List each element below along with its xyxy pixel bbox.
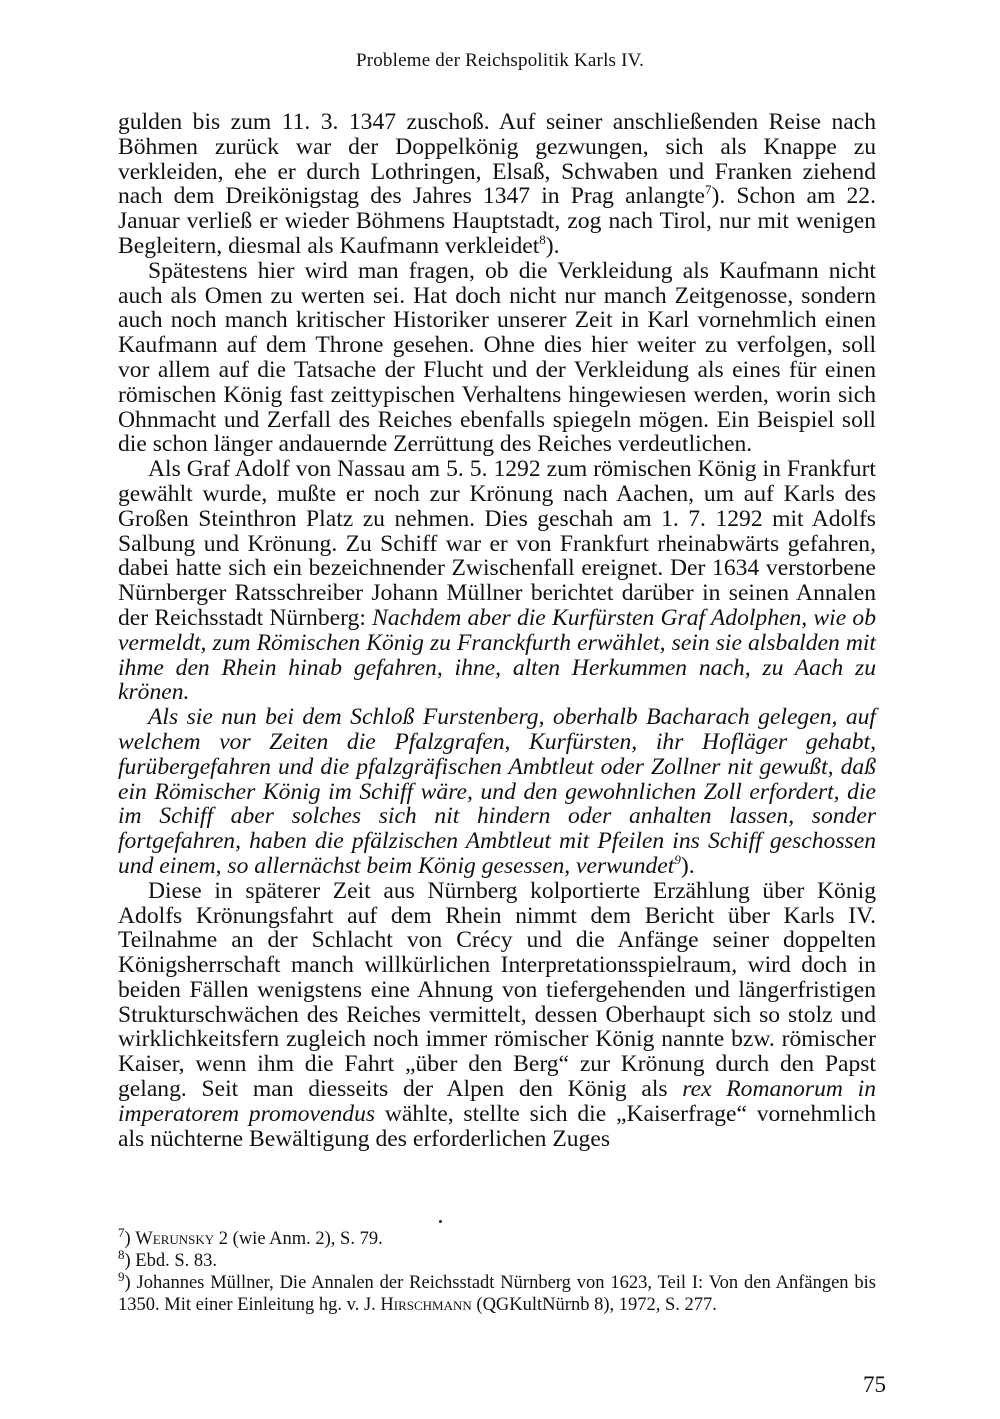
footnote-ref-8[interactable]: 8 [539,232,546,248]
footnote-ref-7[interactable]: 7 [705,182,712,198]
quotation-2 [118,705,876,879]
paragraph-1-text-b: ). Schon am 22. Januar verließ er wieder Böhmens Hauptstadt, zog nach Tirol, nur mit wenigen Begleitern, diesmal als Kaufmann verkleidet [118,183,876,259]
quotation-1: Nachdem aber die Kurfürsten Graf Adolphen, wie ob vermeldt, zum Römischen König zu Franckfurth erwählet, sein sie alsbalden mit ihme den Rhein hinab gefahren, ihne, alten Herkummen nach, zu Aach zu krönen. [118,604,876,706]
paragraph-1-text-c: ). [545,232,560,259]
quotation-2-end: ). [680,852,695,879]
footnote-7: $^7$) Werunsky 2 (wie Anm. 2), S. 79. [118,1224,383,1249]
footnotes [118,1224,876,1316]
footnote-9-author: Hirschmann [380,1295,472,1315]
paragraph-5 [118,879,876,1152]
paragraph-3-text: Als Graf Adolf von Nassau am 5. 5. 1292 zum römischen König in Frankfurt gewählt wurde, mußte er noch zur Krönung nach Aachen, um auf Karls des Großen Steinthron Platz zu nehmen. Dies geschah am 1. 7. 1292 mit Adolfs Salbung und Krönung. Zu Schiff war er von Frankfurt rheinabwärts gefahren, dabei hatte sich ein bezeichnender Zwischenfall ereignet. Der 1634 verstorbene Nürnberger Ratsschreiber Johann Müllner berichtet darüber in seinen Annalen der Reichsstadt Nürnberg: [118,456,876,631]
footnote-9-text-b: (QGKultNürnb 8), 1972, S. 277. [471,1295,717,1315]
quotation-2-text: Als sie nun bei dem Schloß Furstenberg, oberhalb Bacharach gelegen, auf welchem vor Zeiten die Pfalzgrafen, Kurfürsten, ihr Hofläger gehabt, furübergefahren und die pfalzgräfischen Ambtleut oder Zollner nit gewußt, daß ein Römischer König im Schiff wäre, und den gewohnlichen Zoll erfordert, die im Schiff aber solches sich nit hindern oder anhalten lassen, sonder fortgefahren, haben die pfälzischen Ambtleut mit Pfeilen ins Schiff geschossen und einem, so allernächst beim König gesessen, verwundet [118,704,876,879]
footnote-8-text: Ebd. S. 83. [130,1251,218,1271]
footnote-9: $^9$) Johannes Müllner, Die Annalen der Reichsstadt Nürnberg von 1623, Teil I: Von den Anfängen bis 1350. Mit einer Einleitung hg. v. J. Hirschmann (QGKultNürnb 8), 1972, S. 277. [118,1268,876,1315]
paragraph-5-text-a: Diese in späterer Zeit aus Nürnberg kolportierte Erzählung über König Adolfs Krönungsfahrt auf dem Rhein nimmt dem Bericht über Karls IV. Teilnahme an der Schlacht von Crécy und die Anfänge seiner doppelten Königsherrschaft manch willkürlichen Interpretationsspielraum, wird doch in beiden Fällen wenigstens eine Ahnung von tiefergehenden und längerfristigen Strukturschwächen des Reiches vermittelt, dessen Oberhaupt sich so stolz und wirklichkeitsfern zugleich noch immer römischer König nannte bzw. römischer Kaiser, wenn ihm die Fahrt „über den Berg“ zur Krönung durch den Papst gelang. Seit man diesseits der Alpen den König als [118,877,876,1103]
running-head: Probleme der Reichspolitik Karls IV. [355,50,645,71]
page-number: 75 [863,1372,886,1397]
footnote-ref-9[interactable]: 9 [674,852,681,868]
footnote-7-mark: 7 [118,1224,125,1240]
paragraph-2: Spätestens hier wird man fragen, ob die Verkleidung als Kaufmann nicht auch als Omen zu werten sei. Hat doch nicht nur manch Zeitgenosse, sondern auch noch manch kritischer Historiker unserer Zeit in Karl vornehmlich einen Kaufmann auf dem Throne gesehen. Ohne dies hier weiter zu verfolgen, soll vor allem auf die Tatsache der Flucht und der Verkleidung als eines für einen römischen König fast zeittypischen Verhaltens hingewiesen werden, worin sich Ohnmacht und Zerfall des Reiches ebenfalls spiegeln mögen. Ein Beispiel soll die schon länger andauernde Zerrüttung des Reiches verdeutlichen. [118,257,876,458]
paragraph-1 [118,110,876,259]
paragraph-3 [118,457,876,705]
footnote-8: $^8$) Ebd. S. 83. [118,1246,218,1271]
paragraph-1-text-a: gulden bis zum 11. 3. 1347 zuschoß. Auf seiner anschließenden Reise nach Böhmen zurück war der Doppelkönig gezwungen, sich als Knappe zu verkleiden, ehe er durch Lothringen, Elsaß, Schwaben und Franken ziehend nach dem Dreikönigstag des Jahres 1347 in Prag anlangte [118,109,876,210]
print-speck [439,1220,442,1223]
main-text [118,110,876,1151]
footnote-8-mark: 8 [118,1246,125,1262]
footnote-7-text: 2 (wie Anm. 2), S. 79. [214,1229,383,1249]
footnote-9-mark: 9 [118,1268,125,1284]
paragraph-5-text-b: wählte, stellte sich die „Kaiserfrage“ vornehmlich als nüchterne Bewältigung des erforderlichen Zuges [118,1100,876,1152]
latin-phrase: rex Romanorum in imperatorem promovendus [118,1076,876,1127]
footnote-9-text-a: Johannes Müllner, Die Annalen der Reichsstadt Nürnberg von 1623, Teil I: Von den Anfängen bis 1350. Mit einer Einleitung hg. v. J. [118,1273,876,1315]
footnote-7-author: Werunsky [135,1229,215,1249]
